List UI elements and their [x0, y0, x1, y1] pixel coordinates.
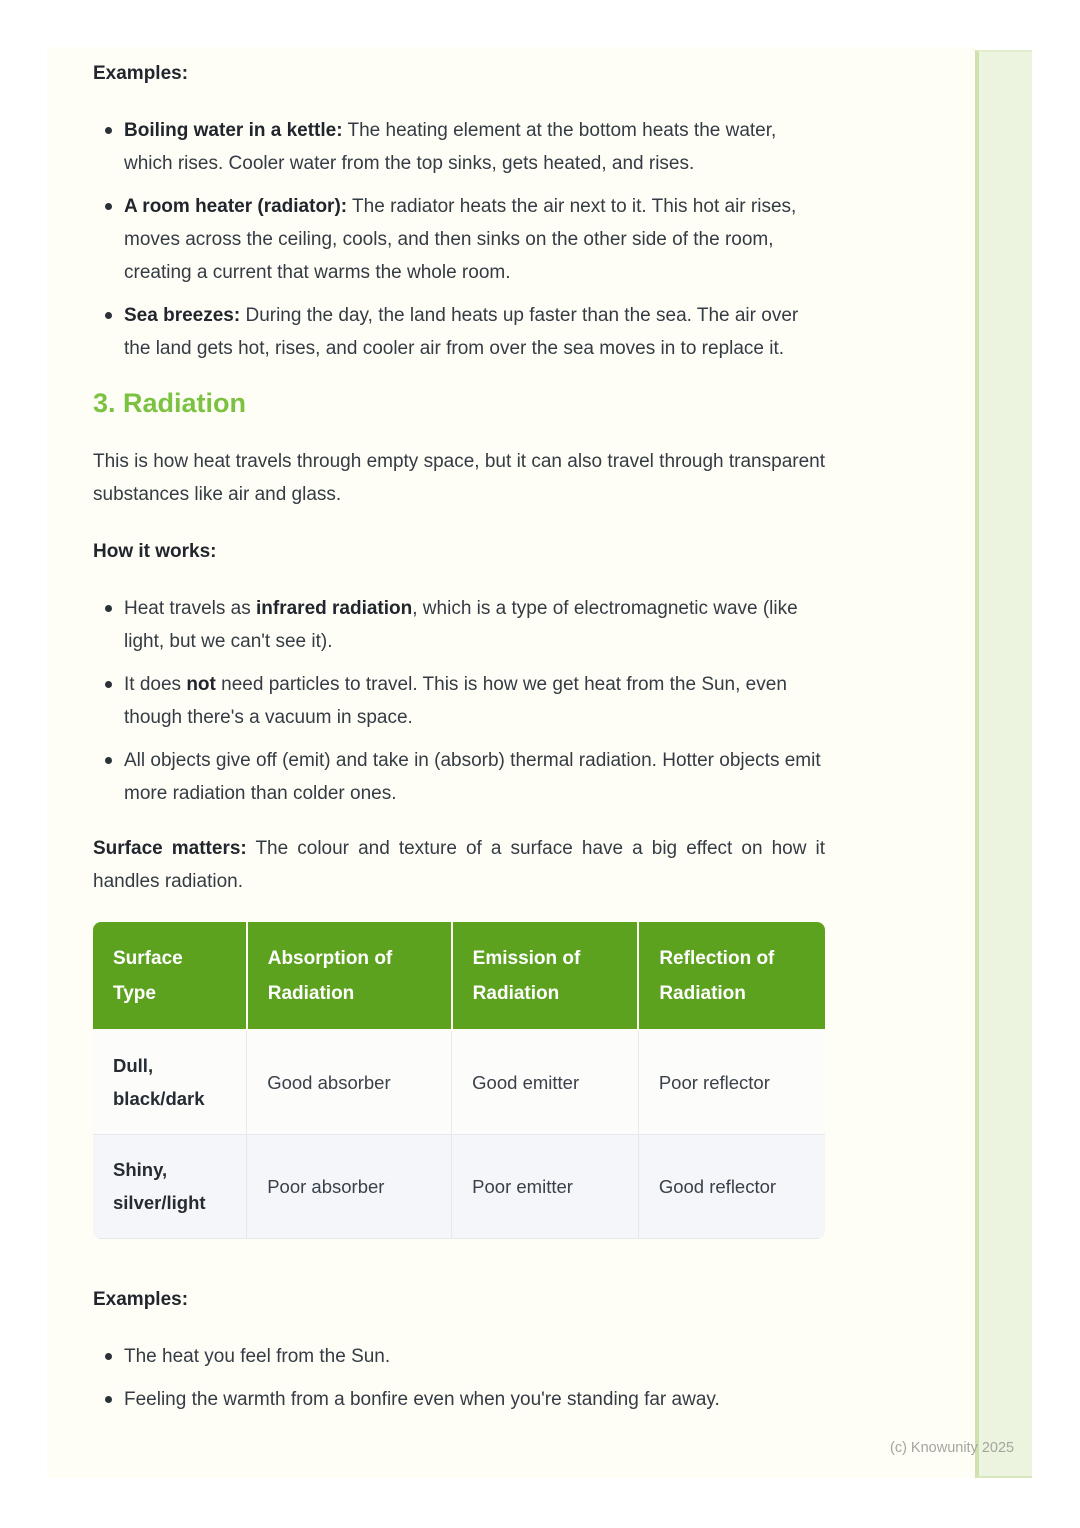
column-header-emission: Emission of Radiation — [452, 922, 639, 1030]
list-item — [93, 114, 825, 180]
radiation-intro-paragraph: This is how heat travels through empty space, but it can also travel through transparent substances like air and glass. — [93, 451, 825, 505]
list-item — [93, 1340, 825, 1373]
table-header-row — [93, 922, 825, 1030]
list-item-lead: A room heater (radiator): — [124, 196, 348, 217]
list-item-body: need particles to travel. This is how we get heat from the Sun, even though there's a vacuum in space. — [124, 674, 787, 728]
table-row — [93, 1030, 825, 1134]
bullet-icon — [105, 681, 112, 688]
list-item-body: During the day, the land heats up faster than the sea. The air over the land gets hot, rises, and cooler air from over the sea moves in to replace it. — [124, 305, 799, 359]
radiation-section-heading: 3. Radiation — [93, 388, 247, 418]
list-item-body: The radiator heats the air next to it. This hot air rises, moves across the ceiling, cools, and then sinks on the other side of the room, creating a current that warms the whole room. — [124, 196, 797, 283]
list-item-text — [124, 598, 798, 652]
bullet-icon — [105, 127, 112, 134]
list-item-body: All objects give off (emit) and take in (absorb) thermal radiation. Hotter objects emit more radiation than colder ones. — [124, 750, 821, 804]
table-cell: Poor emitter — [452, 1134, 639, 1238]
list-item — [93, 592, 825, 658]
list-item-body: It does — [124, 674, 187, 695]
examples-top-heading: Examples: — [93, 63, 189, 84]
table-cell: Good reflector — [638, 1134, 825, 1238]
list-item — [93, 299, 825, 365]
table-cell: Poor absorber — [247, 1134, 452, 1238]
convection-examples-list — [93, 114, 825, 365]
column-header-surface-type: Surface Type — [93, 922, 247, 1030]
document-page — [47, 47, 975, 1478]
table-cell: Poor reflector — [638, 1030, 825, 1134]
radiation-facts-list — [93, 592, 825, 810]
list-item-body: The heating element at the bottom heats the water, which rises. Cooler water from the top sinks, gets heated, and rises. — [124, 120, 777, 174]
bullet-icon — [105, 312, 112, 319]
list-item-text — [124, 674, 787, 728]
page-content — [93, 47, 825, 1416]
copyright-watermark: (c) Knowunity 2025 — [890, 1440, 1015, 1456]
list-item-text — [124, 120, 776, 174]
list-item — [93, 1383, 825, 1416]
examples-bottom-heading: Examples: — [93, 1288, 189, 1310]
how-it-works-heading: How it works: — [93, 541, 217, 562]
table-cell: Good emitter — [452, 1030, 639, 1134]
bullet-icon — [105, 1353, 112, 1360]
table-cell: Dull, black/dark — [93, 1030, 247, 1134]
bullet-icon — [105, 203, 112, 210]
list-item-emphasis: not — [186, 674, 216, 695]
surface-matters-body: The colour and texture of a surface have a big effect on how it handles radiation. — [93, 838, 825, 892]
table-row — [93, 1134, 825, 1238]
bullet-icon — [105, 605, 112, 612]
page-edge-accent-stripe — [975, 50, 1032, 1478]
column-header-absorption: Absorption of Radiation — [247, 922, 452, 1030]
table-cell: Good absorber — [247, 1030, 452, 1134]
list-item-text — [124, 196, 796, 283]
list-item-body: , which is a type of electromagnetic wave (like light, but we can't see it). — [124, 598, 798, 652]
list-item — [93, 190, 825, 289]
list-item-body: Heat travels as — [124, 598, 256, 619]
list-item-lead: Sea breezes: — [124, 305, 241, 326]
list-item-text: Feeling the warmth from a bonfire even when you're standing far away. — [124, 1388, 720, 1410]
table-cell: Shiny, silver/light — [93, 1134, 247, 1238]
list-item — [93, 744, 825, 810]
bullet-icon — [105, 757, 112, 764]
list-item-text — [124, 305, 798, 359]
surface-matters-lead: Surface matters: — [93, 838, 247, 859]
list-item-lead: Boiling water in a kettle: — [124, 120, 343, 141]
bullet-icon — [105, 1396, 112, 1403]
radiation-surface-table — [93, 922, 825, 1239]
list-item — [93, 668, 825, 734]
column-header-reflection: Reflection of Radiation — [638, 922, 825, 1030]
list-item-emphasis: infrared radiation — [256, 598, 413, 619]
radiation-examples-list — [93, 1340, 825, 1416]
surface-matters-paragraph — [93, 832, 825, 898]
list-item-text: The heat you feel from the Sun. — [124, 1345, 391, 1367]
list-item-text — [124, 750, 821, 804]
